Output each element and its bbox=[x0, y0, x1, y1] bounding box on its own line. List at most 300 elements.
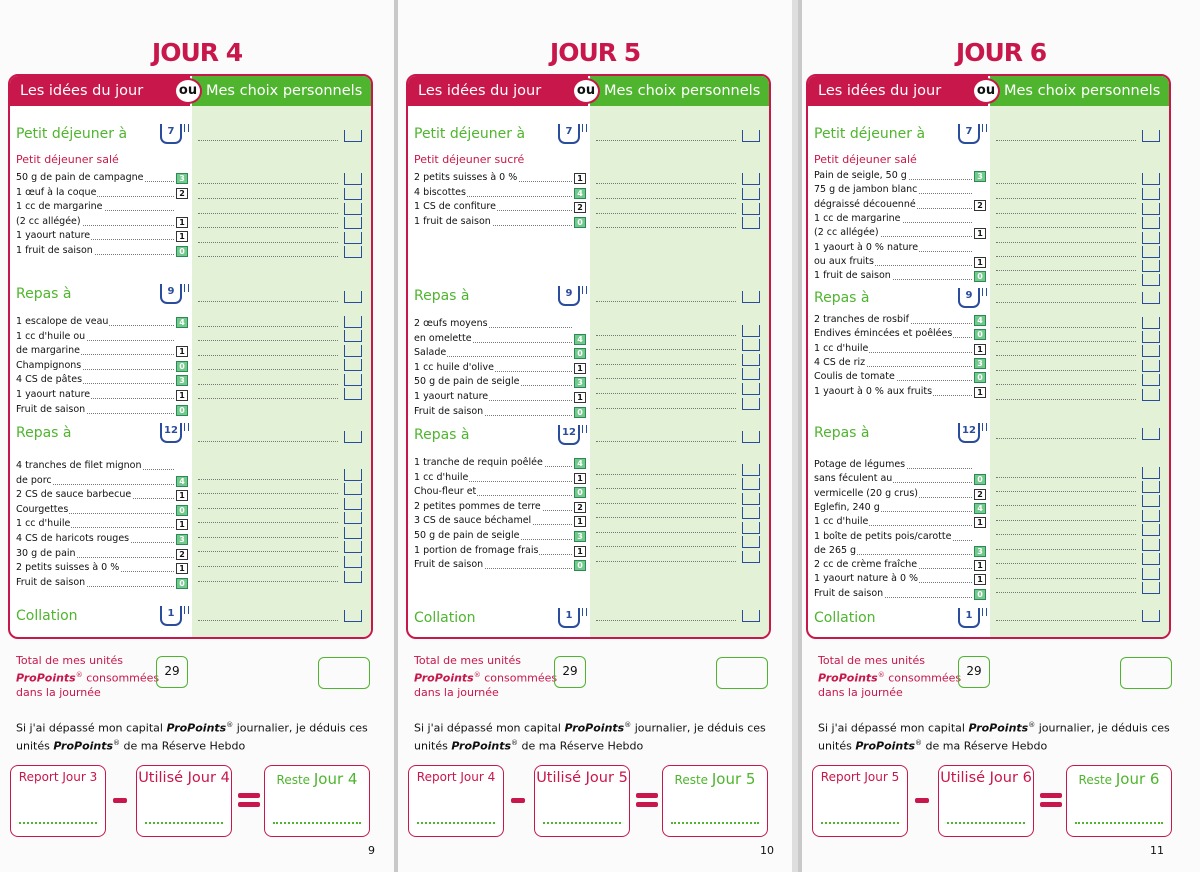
snack-points-icon: 1 bbox=[958, 608, 980, 628]
note-registered-2: ® bbox=[511, 738, 519, 747]
breakfast-item bbox=[414, 201, 572, 213]
rest-box[interactable] bbox=[662, 765, 768, 837]
note-registered: ® bbox=[1028, 721, 1036, 729]
write-in-line[interactable] bbox=[596, 335, 736, 336]
breakfast-heading: Petit déjeuner à bbox=[414, 126, 526, 142]
choice-checkbox[interactable] bbox=[344, 173, 362, 185]
choice-checkbox[interactable] bbox=[344, 498, 362, 510]
choice-checkbox[interactable] bbox=[1142, 232, 1160, 244]
lunch-item-label: Fruit de saison bbox=[16, 403, 86, 415]
daily-capital-box: 29 bbox=[554, 656, 586, 688]
write-in-line[interactable] bbox=[198, 398, 338, 399]
page-number: 9 bbox=[368, 844, 375, 857]
write-in-line[interactable] bbox=[596, 503, 736, 504]
write-in-line[interactable] bbox=[996, 563, 1136, 564]
total-brand: ProPoints bbox=[16, 671, 76, 685]
dinner-points-icon: 12 bbox=[558, 425, 580, 445]
total-line-1: Total de mes unités bbox=[818, 654, 925, 667]
write-in-line[interactable] bbox=[198, 369, 338, 370]
choice-checkbox[interactable] bbox=[344, 316, 362, 328]
choice-checkbox[interactable] bbox=[344, 359, 362, 371]
write-in-line[interactable] bbox=[596, 408, 736, 409]
write-in-line[interactable] bbox=[996, 384, 1136, 385]
breakfast-item-label: 1 yaourt nature bbox=[16, 230, 91, 242]
minus-sign bbox=[113, 798, 127, 803]
choice-checkbox[interactable] bbox=[1142, 274, 1160, 286]
choice-checkbox[interactable] bbox=[344, 512, 362, 524]
choice-checkbox[interactable] bbox=[742, 173, 760, 185]
note-part-c: unités bbox=[16, 739, 54, 753]
choice-checkbox[interactable] bbox=[1142, 610, 1160, 622]
write-in-line[interactable] bbox=[996, 213, 1136, 214]
choice-checkbox[interactable] bbox=[1142, 510, 1160, 522]
note-part-c: unités bbox=[414, 739, 452, 753]
dinner-item bbox=[16, 518, 174, 530]
report-box[interactable] bbox=[812, 765, 908, 837]
choice-checkbox[interactable] bbox=[344, 527, 362, 539]
choice-checkbox[interactable] bbox=[1142, 553, 1160, 565]
write-in-line[interactable] bbox=[198, 493, 338, 494]
write-in-line[interactable] bbox=[198, 227, 338, 228]
report-box[interactable] bbox=[10, 765, 106, 837]
dinner-item bbox=[16, 504, 174, 516]
choice-checkbox[interactable] bbox=[344, 483, 362, 495]
write-in-line[interactable] bbox=[996, 355, 1136, 356]
dinner-item bbox=[814, 502, 972, 514]
breakfast-item-label: 2 petits suisses à 0 % bbox=[414, 172, 518, 183]
breakfast-item bbox=[16, 172, 174, 184]
dinner-points-icon: 12 bbox=[160, 423, 182, 443]
dinner-item-label: Chou-fleur et bbox=[414, 486, 477, 498]
choice-checkbox[interactable] bbox=[1142, 568, 1160, 580]
write-in-line[interactable] bbox=[198, 537, 338, 538]
write-in-line[interactable] bbox=[596, 227, 736, 228]
total-line-2 bbox=[414, 668, 557, 686]
dinner-item-points: 0 bbox=[176, 505, 188, 516]
choice-checkbox[interactable] bbox=[344, 541, 362, 553]
lunch-item bbox=[814, 343, 972, 355]
lunch-heading: Repas à bbox=[814, 290, 870, 306]
choice-checkbox[interactable] bbox=[344, 130, 362, 142]
choice-checkbox[interactable] bbox=[1142, 481, 1160, 493]
dinner-item bbox=[414, 545, 572, 557]
write-in-line[interactable] bbox=[596, 183, 736, 184]
dinner-item-points: 1 bbox=[176, 563, 188, 574]
write-in-line[interactable] bbox=[198, 522, 338, 523]
breakfast-points-icon-tick bbox=[582, 124, 587, 132]
choice-checkbox[interactable] bbox=[742, 291, 760, 303]
write-in-line[interactable] bbox=[198, 479, 338, 480]
write-in-line[interactable] bbox=[596, 488, 736, 489]
daily-capital-box: 29 bbox=[958, 656, 990, 688]
day-title: JOUR 5 bbox=[549, 38, 641, 67]
choice-checkbox[interactable] bbox=[344, 203, 362, 215]
rest-day: Jour 5 bbox=[711, 770, 756, 788]
dinner-item-label: 4 CS de haricots rouges bbox=[16, 533, 130, 544]
write-in-line[interactable] bbox=[596, 546, 736, 547]
choice-checkbox[interactable] bbox=[742, 551, 760, 563]
lunch-item bbox=[16, 389, 174, 401]
choice-checkbox[interactable] bbox=[1142, 260, 1160, 272]
rest-box-label bbox=[663, 770, 767, 788]
write-in-line[interactable] bbox=[198, 213, 338, 214]
breakfast-item-label: (2 cc allégée) bbox=[814, 227, 879, 239]
choice-checkbox[interactable] bbox=[742, 536, 760, 548]
total-registered: ® bbox=[877, 671, 885, 679]
dinner-item bbox=[16, 562, 174, 574]
write-in-line[interactable] bbox=[996, 327, 1136, 328]
write-in-line[interactable] bbox=[996, 370, 1136, 371]
choice-checkbox[interactable] bbox=[1142, 331, 1160, 343]
write-in-line[interactable] bbox=[198, 256, 338, 257]
breakfast-item-points: 2 bbox=[974, 200, 986, 211]
breakfast-item-label: 1 œuf à la coque bbox=[16, 186, 97, 198]
rest-box[interactable] bbox=[264, 765, 370, 837]
write-in-line[interactable] bbox=[198, 242, 338, 243]
write-in-line[interactable] bbox=[198, 340, 338, 341]
dinner-item bbox=[814, 573, 972, 585]
total-brand: ProPoints bbox=[414, 671, 474, 685]
dinner-item-label: sans féculent au bbox=[814, 473, 893, 485]
choice-checkbox[interactable] bbox=[344, 232, 362, 244]
choice-checkbox[interactable] bbox=[344, 345, 362, 357]
report-box[interactable] bbox=[408, 765, 504, 837]
choice-checkbox[interactable] bbox=[1142, 428, 1160, 440]
write-in-line[interactable] bbox=[996, 302, 1136, 303]
dinner-item-label: 1 tranche de requin poêlée bbox=[414, 457, 543, 468]
meal-plan-card bbox=[806, 74, 1171, 639]
note-brand-2: ProPoints bbox=[451, 739, 512, 753]
choice-checkbox[interactable] bbox=[344, 188, 362, 200]
total-brand: ProPoints bbox=[818, 671, 878, 685]
write-in-line[interactable] bbox=[198, 508, 338, 509]
lunch-item bbox=[16, 404, 174, 416]
breakfast-item bbox=[814, 184, 972, 196]
rest-box-label bbox=[265, 770, 369, 788]
dinner-heading: Repas à bbox=[16, 425, 72, 441]
write-in-line[interactable] bbox=[996, 256, 1136, 257]
lunch-item-label: 50 g de pain de seigle bbox=[414, 376, 520, 388]
lunch-item-points: 1 bbox=[574, 363, 586, 374]
total-line-1: Total de mes unités bbox=[414, 654, 521, 667]
choice-checkbox[interactable] bbox=[742, 383, 760, 395]
write-in-line[interactable] bbox=[996, 198, 1136, 199]
write-in-line[interactable] bbox=[596, 517, 736, 518]
choice-checkbox[interactable] bbox=[1142, 188, 1160, 200]
meal-plan-card bbox=[406, 74, 771, 639]
write-in-line[interactable] bbox=[996, 620, 1136, 621]
dinner-item bbox=[414, 515, 572, 527]
breakfast-item-label: 1 fruit de saison bbox=[16, 245, 93, 256]
dinner-item bbox=[814, 588, 972, 600]
daily-total-input[interactable] bbox=[318, 657, 370, 689]
lunch-item-label: 1 escalope de veau bbox=[16, 316, 109, 327]
dinner-item-label: 2 cc de crème fraîche bbox=[814, 559, 918, 571]
write-in-line[interactable] bbox=[596, 393, 736, 394]
choice-checkbox[interactable] bbox=[344, 330, 362, 342]
choice-checkbox[interactable] bbox=[742, 325, 760, 337]
choice-checkbox[interactable] bbox=[1142, 345, 1160, 357]
write-in-line[interactable] bbox=[996, 549, 1136, 550]
choice-checkbox[interactable] bbox=[1142, 130, 1160, 142]
choice-checkbox[interactable] bbox=[1142, 524, 1160, 536]
choice-checkbox[interactable] bbox=[344, 571, 362, 583]
used-box[interactable] bbox=[534, 765, 630, 837]
dinner-item bbox=[16, 489, 174, 501]
equals-sign-top bbox=[1040, 793, 1062, 798]
write-in-line[interactable] bbox=[996, 505, 1136, 506]
dinner-item-label: 3 CS de sauce béchamel bbox=[414, 515, 532, 527]
daily-total-label bbox=[818, 654, 961, 700]
breakfast-item-label: 1 CS de confiture bbox=[414, 201, 496, 213]
dinner-item-label: 1 yaourt nature à 0 % bbox=[814, 573, 919, 585]
note-part-b: journalier, je déduis ces bbox=[1035, 721, 1170, 735]
lunch-item-label: 4 CS de pâtes bbox=[16, 374, 83, 386]
choice-checkbox[interactable] bbox=[344, 610, 362, 622]
lunch-item-label: Coulis de tomate bbox=[814, 371, 895, 383]
choice-checkbox[interactable] bbox=[1142, 539, 1160, 551]
choice-checkbox[interactable] bbox=[742, 339, 760, 351]
breakfast-item-label: 1 fruit de saison bbox=[814, 270, 891, 282]
report-box-dotted-line bbox=[417, 822, 495, 824]
dinner-item-points: 4 bbox=[974, 503, 986, 514]
write-in-line[interactable] bbox=[996, 270, 1136, 271]
lunch-item bbox=[814, 371, 972, 383]
breakfast-item bbox=[414, 172, 572, 184]
reserve-note bbox=[818, 718, 1178, 753]
write-in-line[interactable] bbox=[996, 438, 1136, 439]
breakfast-variant-title: Petit déjeuner sucré bbox=[414, 153, 525, 166]
choice-checkbox[interactable] bbox=[1142, 317, 1160, 329]
write-in-line[interactable] bbox=[996, 227, 1136, 228]
lunch-item bbox=[16, 316, 174, 328]
dinner-item bbox=[814, 473, 972, 485]
dinner-item-points: 2 bbox=[974, 489, 986, 500]
choice-checkbox[interactable] bbox=[1142, 246, 1160, 258]
write-in-line[interactable] bbox=[198, 581, 338, 582]
write-in-line[interactable] bbox=[198, 566, 338, 567]
breakfast-points-icon-tick bbox=[982, 124, 987, 132]
total-consumed: consommées bbox=[884, 671, 962, 685]
breakfast-item bbox=[814, 256, 972, 268]
lunch-item-points: 4 bbox=[176, 317, 188, 328]
used-box[interactable] bbox=[136, 765, 232, 837]
dinner-item-label: 1 boîte de petits pois/carotte bbox=[814, 530, 952, 542]
write-in-line[interactable] bbox=[996, 534, 1136, 535]
breakfast-variant-title: Petit déjeuner salé bbox=[814, 153, 917, 166]
choice-checkbox[interactable] bbox=[1142, 203, 1160, 215]
report-box-dotted-line bbox=[19, 822, 97, 824]
choice-checkbox[interactable] bbox=[742, 493, 760, 505]
dinner-item-points: 1 bbox=[176, 519, 188, 530]
breakfast-item bbox=[814, 199, 972, 211]
breakfast-item-points: 3 bbox=[176, 173, 188, 184]
total-line-3: dans la journée bbox=[414, 685, 499, 699]
write-in-line[interactable] bbox=[996, 592, 1136, 593]
write-in-line[interactable] bbox=[596, 441, 736, 442]
choice-checkbox[interactable] bbox=[344, 291, 362, 303]
write-in-line[interactable] bbox=[996, 477, 1136, 478]
choice-checkbox[interactable] bbox=[742, 188, 760, 200]
choice-checkbox[interactable] bbox=[1142, 292, 1160, 304]
write-in-line[interactable] bbox=[996, 140, 1136, 141]
header-personal-choices: Mes choix personnels bbox=[990, 76, 1169, 106]
lunch-item bbox=[414, 318, 572, 330]
choice-checkbox[interactable] bbox=[1142, 495, 1160, 507]
choice-checkbox[interactable] bbox=[742, 368, 760, 380]
dinner-item bbox=[814, 516, 972, 528]
choice-checkbox[interactable] bbox=[344, 388, 362, 400]
equals-sign-top bbox=[238, 793, 260, 798]
breakfast-item-points: 1 bbox=[974, 228, 986, 239]
snack-points-icon-tick bbox=[582, 608, 587, 616]
write-in-line[interactable] bbox=[198, 551, 338, 552]
snack-heading: Collation bbox=[414, 610, 476, 626]
choice-checkbox[interactable] bbox=[742, 507, 760, 519]
breakfast-item bbox=[414, 187, 572, 199]
snack-points-icon: 1 bbox=[558, 608, 580, 628]
choice-checkbox[interactable] bbox=[344, 556, 362, 568]
total-consumed: consommées bbox=[82, 671, 160, 685]
choice-checkbox[interactable] bbox=[344, 431, 362, 443]
meal-plan-card bbox=[8, 74, 373, 639]
header-ideas: Les idées du jour bbox=[10, 76, 190, 106]
choice-checkbox[interactable] bbox=[742, 431, 760, 443]
write-in-line[interactable] bbox=[596, 364, 736, 365]
dinner-item bbox=[814, 545, 972, 557]
rest-box[interactable] bbox=[1066, 765, 1172, 837]
write-in-line[interactable] bbox=[596, 474, 736, 475]
write-in-line[interactable] bbox=[198, 384, 338, 385]
choice-checkbox[interactable] bbox=[344, 246, 362, 258]
report-box-label: Report Jour 5 bbox=[820, 770, 900, 784]
lunch-points-icon-tick bbox=[982, 288, 987, 296]
choice-checkbox[interactable] bbox=[742, 478, 760, 490]
note-registered: ® bbox=[624, 721, 632, 729]
choice-checkbox[interactable] bbox=[742, 522, 760, 534]
write-in-line[interactable] bbox=[596, 378, 736, 379]
choice-checkbox[interactable] bbox=[1142, 389, 1160, 401]
daily-total-input[interactable] bbox=[1120, 657, 1172, 689]
dinner-item-points: 2 bbox=[176, 549, 188, 560]
write-in-line[interactable] bbox=[198, 140, 338, 141]
lunch-item-points: 0 bbox=[974, 329, 986, 340]
write-in-line[interactable] bbox=[596, 561, 736, 562]
dinner-item-label: de porc bbox=[16, 474, 52, 486]
dinner-item-label: 1 cc d'huile bbox=[16, 518, 71, 530]
choice-checkbox[interactable] bbox=[344, 217, 362, 229]
write-in-line[interactable] bbox=[596, 198, 736, 199]
write-in-line[interactable] bbox=[996, 242, 1136, 243]
breakfast-item bbox=[814, 170, 972, 182]
breakfast-item-label: 75 g de jambon blanc bbox=[814, 184, 918, 196]
dinner-item bbox=[16, 460, 174, 472]
write-in-line[interactable] bbox=[996, 578, 1136, 579]
write-in-line[interactable] bbox=[198, 326, 338, 327]
dinner-points-icon: 12 bbox=[958, 423, 980, 443]
daily-total-input[interactable] bbox=[716, 657, 768, 689]
choice-checkbox[interactable] bbox=[742, 203, 760, 215]
choice-checkbox[interactable] bbox=[1142, 467, 1160, 479]
write-in-line[interactable] bbox=[996, 399, 1136, 400]
breakfast-item bbox=[414, 216, 572, 228]
choice-checkbox[interactable] bbox=[742, 610, 760, 622]
choice-checkbox[interactable] bbox=[742, 354, 760, 366]
choice-checkbox[interactable] bbox=[1142, 582, 1160, 594]
dinner-item-points: 0 bbox=[974, 474, 986, 485]
write-in-line[interactable] bbox=[198, 301, 338, 302]
breakfast-item bbox=[16, 245, 174, 257]
dinner-points-icon-tick bbox=[184, 423, 189, 431]
write-in-line[interactable] bbox=[198, 355, 338, 356]
page-number: 10 bbox=[760, 844, 774, 857]
write-in-line[interactable] bbox=[996, 491, 1136, 492]
choice-checkbox[interactable] bbox=[1142, 360, 1160, 372]
report-box-label: Report Jour 4 bbox=[416, 770, 496, 784]
lunch-item-label: Champignons bbox=[16, 359, 82, 371]
lunch-item bbox=[414, 333, 572, 345]
choice-checkbox[interactable] bbox=[1142, 173, 1160, 185]
choice-checkbox[interactable] bbox=[344, 469, 362, 481]
daily-capital-box: 29 bbox=[156, 656, 188, 688]
lunch-points-icon: 9 bbox=[558, 286, 580, 306]
breakfast-item-label: 1 cc de margarine bbox=[814, 212, 901, 224]
note-brand: ProPoints bbox=[166, 721, 227, 735]
rest-word: Reste bbox=[1078, 773, 1113, 787]
lunch-item-points: 1 bbox=[176, 390, 188, 401]
snack-heading: Collation bbox=[16, 608, 78, 624]
write-in-line[interactable] bbox=[198, 198, 338, 199]
write-in-line[interactable] bbox=[996, 183, 1136, 184]
breakfast-item-points: 1 bbox=[176, 231, 188, 242]
choice-checkbox[interactable] bbox=[1142, 374, 1160, 386]
write-in-line[interactable] bbox=[996, 284, 1136, 285]
breakfast-item bbox=[814, 227, 972, 239]
choice-checkbox[interactable] bbox=[742, 217, 760, 229]
write-in-line[interactable] bbox=[996, 520, 1136, 521]
header-ideas: Les idées du jour bbox=[808, 76, 988, 106]
breakfast-item-points: 1 bbox=[176, 217, 188, 228]
write-in-line[interactable] bbox=[198, 183, 338, 184]
write-in-line[interactable] bbox=[596, 213, 736, 214]
dinner-item bbox=[814, 459, 972, 471]
write-in-line[interactable] bbox=[996, 341, 1136, 342]
write-in-line[interactable] bbox=[596, 349, 736, 350]
write-in-line[interactable] bbox=[596, 620, 736, 621]
write-in-line[interactable] bbox=[596, 532, 736, 533]
choice-checkbox[interactable] bbox=[1142, 217, 1160, 229]
note-brand: ProPoints bbox=[564, 721, 625, 735]
write-in-line[interactable] bbox=[596, 140, 736, 141]
lunch-item-points: 0 bbox=[574, 407, 586, 418]
write-in-line[interactable] bbox=[198, 620, 338, 621]
choice-checkbox[interactable] bbox=[344, 374, 362, 386]
breakfast-item bbox=[814, 270, 972, 282]
choice-checkbox[interactable] bbox=[742, 130, 760, 142]
breakfast-item-points: 1 bbox=[974, 257, 986, 268]
page-1 bbox=[0, 0, 394, 872]
lunch-points-icon: 9 bbox=[160, 284, 182, 304]
page-number: 11 bbox=[1150, 844, 1164, 857]
page-2 bbox=[398, 0, 792, 872]
used-box[interactable] bbox=[938, 765, 1034, 837]
write-in-line[interactable] bbox=[198, 441, 338, 442]
dinner-item-points: 0 bbox=[574, 560, 586, 571]
choice-checkbox[interactable] bbox=[742, 464, 760, 476]
dinner-item bbox=[414, 486, 572, 498]
choice-checkbox[interactable] bbox=[742, 398, 760, 410]
write-in-line[interactable] bbox=[596, 301, 736, 302]
